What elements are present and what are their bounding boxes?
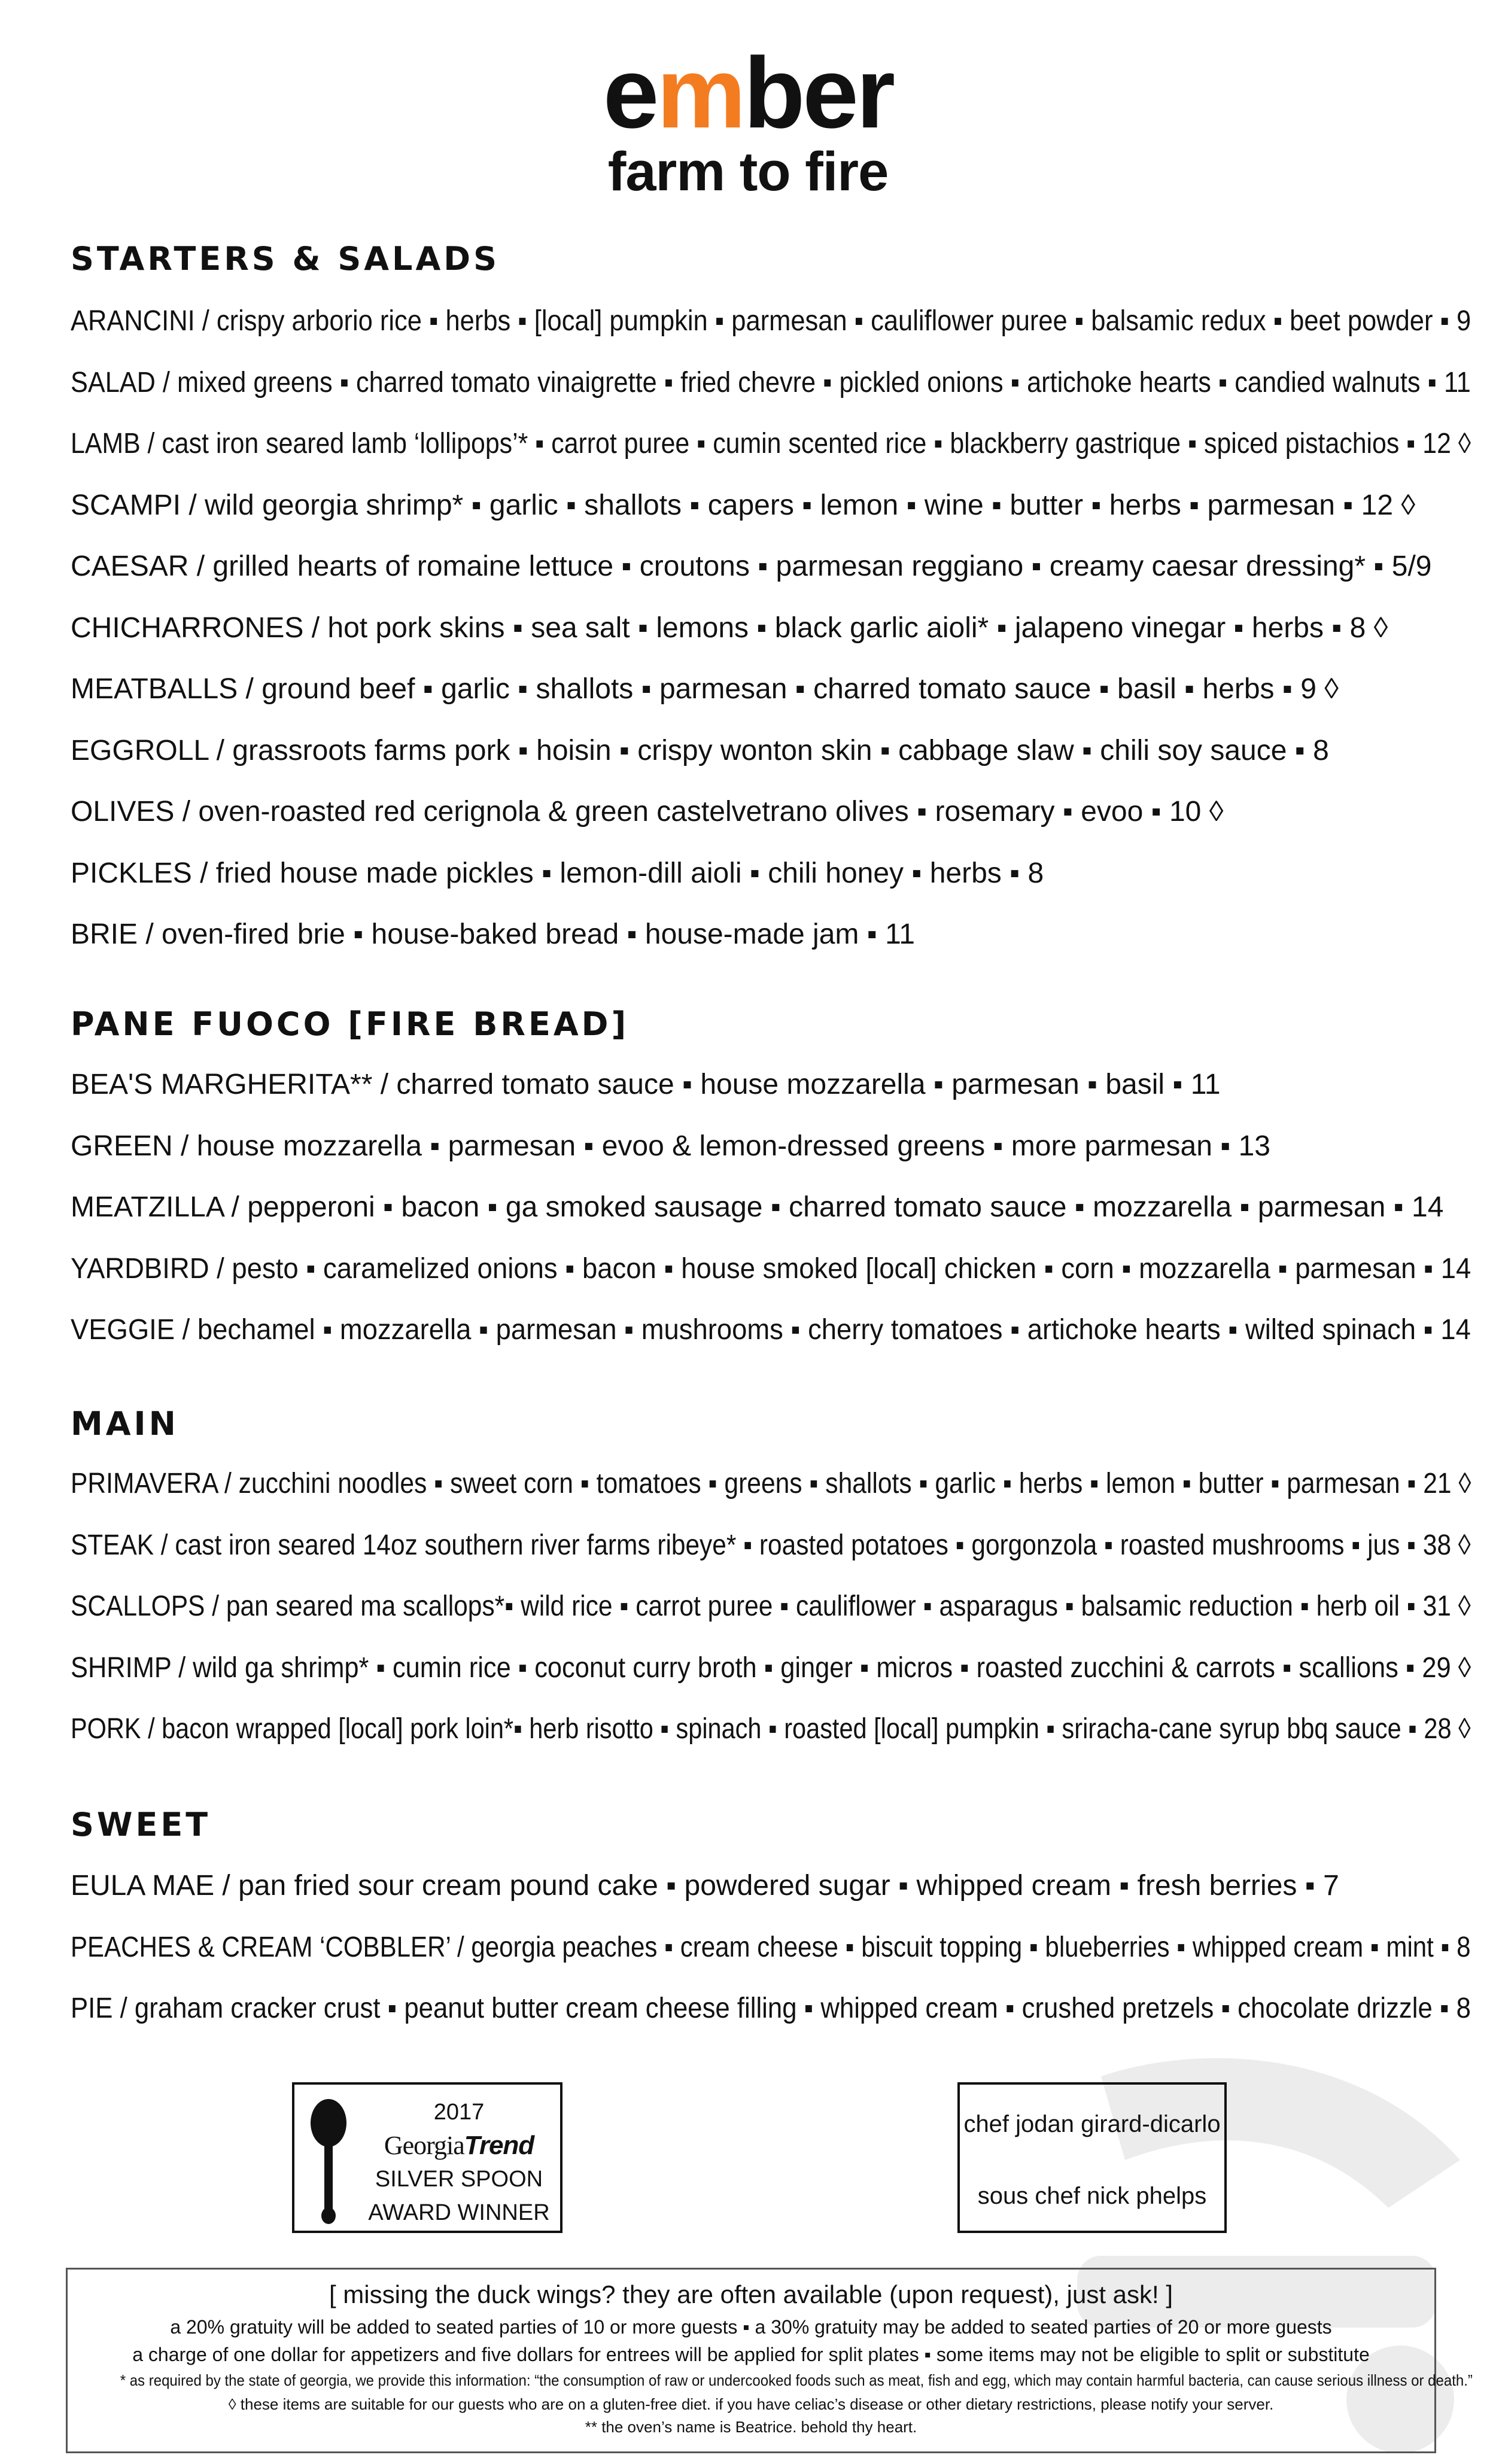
menu-item-description: / georgia peaches ▪ cream cheese ▪ biscuit topping ▪ blueberries ▪ whipped cream ▪ mint ▪ 8 bbox=[450, 1931, 1471, 1963]
menu-item-name: OLIVES bbox=[71, 796, 175, 828]
footer-raw-food-warning: * as required by the state of georgia, we provide this information: “the consumption of raw or undercooked foods such as meat, fish and egg, which may contain harmful bacteria, can cause serious illness or death.” bbox=[120, 2371, 1473, 2389]
menu-item-description: / graham cracker crust ▪ peanut butter cream cheese filling ▪ whipped cream ▪ crushed pretzels ▪ chocolate drizzle ▪ 8 bbox=[112, 1993, 1471, 2024]
award-line-1: SILVER SPOON bbox=[375, 2167, 543, 2192]
footer-notes bbox=[66, 2268, 1473, 2453]
award-brand: GeorgiaTrend bbox=[384, 2131, 534, 2160]
section-title-pane-fuoco: PANE FUOCO [FIRE BREAD] bbox=[71, 1005, 630, 1043]
footer-oven-name-note: ** the oven’s name is Beatrice. behold thy heart. bbox=[585, 2418, 917, 2436]
chef-credits bbox=[957, 2082, 1227, 2233]
menu-item bbox=[71, 1526, 1471, 1565]
menu-item bbox=[71, 1587, 1471, 1626]
menu-item-name: PEACHES & CREAM ‘COBBLER’ bbox=[71, 1931, 451, 1963]
menu-item-name: YARDBIRD bbox=[71, 1252, 209, 1285]
menu-item-description: / cast iron seared lamb ‘lollipops’* ▪ carrot puree ▪ cumin scented rice ▪ blackberry gastrique ▪ spiced pistachios ▪ 12 ◊ bbox=[140, 428, 1471, 460]
menu-item-name: VEGGIE bbox=[71, 1314, 175, 1346]
menu-item-description: / pepperoni ▪ bacon ▪ ga smoked sausage ▪ charred tomato sauce ▪ mozzarella ▪ parmesan ▪ 14 bbox=[223, 1191, 1444, 1223]
menu-item bbox=[71, 1465, 1471, 1503]
chef-name: chef jodan girard-dicarlo bbox=[963, 2111, 1221, 2137]
menu-item-name: SCAMPI bbox=[71, 489, 181, 521]
menu-item-name: SCALLOPS bbox=[71, 1590, 205, 1622]
menu-item bbox=[71, 1066, 1221, 1104]
menu-item bbox=[71, 1188, 1443, 1227]
footer-gluten-free-note: ◊ these items are suitable for our guests who are on a gluten-free diet. if you have celiac’s disease or other dietary restrictions, please notify your server. bbox=[228, 2395, 1274, 2413]
footer-duck-wings-note: [ missing the duck wings? they are often available (upon request), just ask! ] bbox=[329, 2280, 1173, 2308]
menu-item bbox=[71, 302, 1471, 340]
menu-item bbox=[71, 1867, 1339, 1905]
menu-item-description: / house mozzarella ▪ parmesan ▪ evoo & lemon-dressed greens ▪ more parmesan ▪ 13 bbox=[172, 1130, 1270, 1162]
menu-item-description: / hot pork skins ▪ sea salt ▪ lemons ▪ black garlic aioli* ▪ jalapeno vinegar ▪ herbs ▪ 8 ◊ bbox=[303, 612, 1388, 644]
award-badge bbox=[292, 2082, 562, 2233]
menu-item-description: / pan seared ma scallops*▪ wild rice ▪ carrot puree ▪ cauliflower ▪ asparagus ▪ balsamic reduction ▪ herb oil ▪ 31 ◊ bbox=[205, 1590, 1471, 1622]
menu-item-description: / mixed greens ▪ charred tomato vinaigrette ▪ fried chevre ▪ pickled onions ▪ artichoke hearts ▪ candied walnuts ▪ 11 bbox=[155, 366, 1471, 399]
menu-item-name: BEA'S MARGHERITA** bbox=[71, 1069, 373, 1100]
menu-item bbox=[71, 1990, 1471, 2028]
menu-item bbox=[71, 1928, 1471, 1967]
menu-item-name: ARANCINI bbox=[71, 305, 195, 337]
menu-item-description: / bacon wrapped [local] pork loin*▪ herb risotto ▪ spinach ▪ roasted [local] pumpkin ▪ sriracha-cane syrup bbq sauce ▪ 28 ◊ bbox=[141, 1713, 1471, 1745]
menu-item bbox=[71, 854, 1044, 893]
menu-item-description: / wild georgia shrimp* ▪ garlic ▪ shallots ▪ capers ▪ lemon ▪ wine ▪ butter ▪ herbs ▪ parmesan ▪ 12 ◊ bbox=[181, 489, 1416, 521]
award-year: 2017 bbox=[433, 2100, 485, 2125]
menu-item-name: LAMB bbox=[71, 428, 141, 460]
menu-item-description: / grilled hearts of romaine lettuce ▪ croutons ▪ parmesan reggiano ▪ creamy caesar dressing* ▪ 5/9 bbox=[188, 550, 1432, 582]
menu-item-name: SALAD bbox=[71, 366, 156, 399]
menu-item-name: PIE bbox=[71, 1993, 113, 2024]
restaurant-tagline: farm to fire bbox=[607, 141, 889, 202]
menu-item-name: PORK bbox=[71, 1713, 141, 1745]
sous-chef-name: sous chef nick phelps bbox=[977, 2183, 1207, 2209]
restaurant-logo: ember bbox=[603, 36, 893, 149]
menu-item bbox=[71, 915, 915, 954]
menu-item bbox=[71, 732, 1329, 770]
menu-item-description: / grassroots farms pork ▪ hoisin ▪ crispy wonton skin ▪ cabbage slaw ▪ chili soy sauce ▪ 8 bbox=[208, 734, 1329, 766]
menu-item-name: MEATBALLS bbox=[71, 673, 238, 705]
menu-item-description: / bechamel ▪ mozzarella ▪ parmesan ▪ mushrooms ▪ cherry tomatoes ▪ artichoke hearts ▪ wilted spinach ▪ 14 bbox=[175, 1314, 1471, 1346]
spoon-icon bbox=[308, 2099, 349, 2225]
menu-item-description: / crispy arborio rice ▪ herbs ▪ [local] pumpkin ▪ parmesan ▪ cauliflower puree ▪ balsamic redux ▪ beet powder ▪ 9 bbox=[194, 305, 1471, 337]
menu-item bbox=[71, 1710, 1471, 1748]
menu-item bbox=[71, 1649, 1471, 1687]
section-title-starters: STARTERS & SALADS bbox=[71, 240, 500, 278]
menu-item-name: PICKLES bbox=[71, 857, 192, 889]
menu-item-description: / fried house made pickles ▪ lemon-dill aioli ▪ chili honey ▪ herbs ▪ 8 bbox=[191, 857, 1044, 889]
menu-item bbox=[71, 547, 1431, 586]
menu-item bbox=[71, 486, 1415, 525]
menu-item bbox=[71, 609, 1388, 647]
menu-item-name: EULA MAE bbox=[71, 1870, 215, 1902]
menu-item bbox=[71, 425, 1471, 463]
menu-item bbox=[71, 1250, 1471, 1288]
menu-item-description: / wild ga shrimp* ▪ cumin rice ▪ coconut curry broth ▪ ginger ▪ micros ▪ roasted zucchini & carrots ▪ scallions ▪ 29 ◊ bbox=[171, 1651, 1471, 1684]
menu-item-description: / ground beef ▪ garlic ▪ shallots ▪ parmesan ▪ charred tomato sauce ▪ basil ▪ herbs ▪ 9 ◊ bbox=[238, 673, 1339, 705]
menu-item-description: / pesto ▪ caramelized onions ▪ bacon ▪ house smoked [local] chicken ▪ corn ▪ mozzarella ▪ parmesan ▪ 14 bbox=[209, 1252, 1471, 1285]
award-line-2: AWARD WINNER bbox=[368, 2200, 550, 2225]
menu-item-description: / pan fried sour cream pound cake ▪ powdered sugar ▪ whipped cream ▪ fresh berries ▪ 7 bbox=[214, 1870, 1339, 1902]
menu-item bbox=[71, 1311, 1471, 1349]
menu-item-name: CAESAR bbox=[71, 550, 189, 582]
menu-item-name: EGGROLL bbox=[71, 734, 209, 766]
menu-item bbox=[71, 364, 1471, 402]
menu-item-name: GREEN bbox=[71, 1130, 173, 1162]
footer-split-note: a charge of one dollar for appetizers and five dollars for entrees will be applied for split plates ▪ some items may not be eligible to split or substitute bbox=[132, 2344, 1370, 2365]
menu-item-name: STEAK bbox=[71, 1529, 154, 1561]
menu-item-description: / oven-roasted red cerignola & green castelvetrano olives ▪ rosemary ▪ evoo ▪ 10 ◊ bbox=[174, 796, 1224, 828]
footer-gratuity-note: a 20% gratuity will be added to seated parties of 10 or more guests ▪ a 30% gratuity may be added to seated parties of 20 or more guests bbox=[170, 2316, 1332, 2338]
menu-item-name: CHICHARRONES bbox=[71, 612, 304, 644]
menu-item-description: / oven-fired brie ▪ house-baked bread ▪ house-made jam ▪ 11 bbox=[138, 918, 915, 950]
menu-item-name: PRIMAVERA bbox=[71, 1468, 218, 1499]
menu-item-name: SHRIMP bbox=[71, 1651, 172, 1684]
menu-item bbox=[71, 1127, 1270, 1166]
section-title-sweet: SWEET bbox=[71, 1806, 211, 1844]
menu-item-name: BRIE bbox=[71, 918, 138, 950]
section-title-main: MAIN bbox=[71, 1405, 179, 1443]
menu-item-description: / cast iron seared 14oz southern river farms ribeye* ▪ roasted potatoes ▪ gorgonzola ▪ roasted mushrooms ▪ jus ▪ 38 ◊ bbox=[154, 1529, 1471, 1561]
menu-item bbox=[71, 670, 1339, 708]
menu-item-description: / charred tomato sauce ▪ house mozzarella ▪ parmesan ▪ basil ▪ 11 bbox=[372, 1069, 1221, 1100]
menu-item bbox=[71, 793, 1223, 831]
menu-item-description: / zucchini noodles ▪ sweet corn ▪ tomatoes ▪ greens ▪ shallots ▪ garlic ▪ herbs ▪ lemon ▪ butter ▪ parmesan ▪ 21 ◊ bbox=[217, 1468, 1471, 1499]
menu-item-name: MEATZILLA bbox=[71, 1191, 224, 1223]
